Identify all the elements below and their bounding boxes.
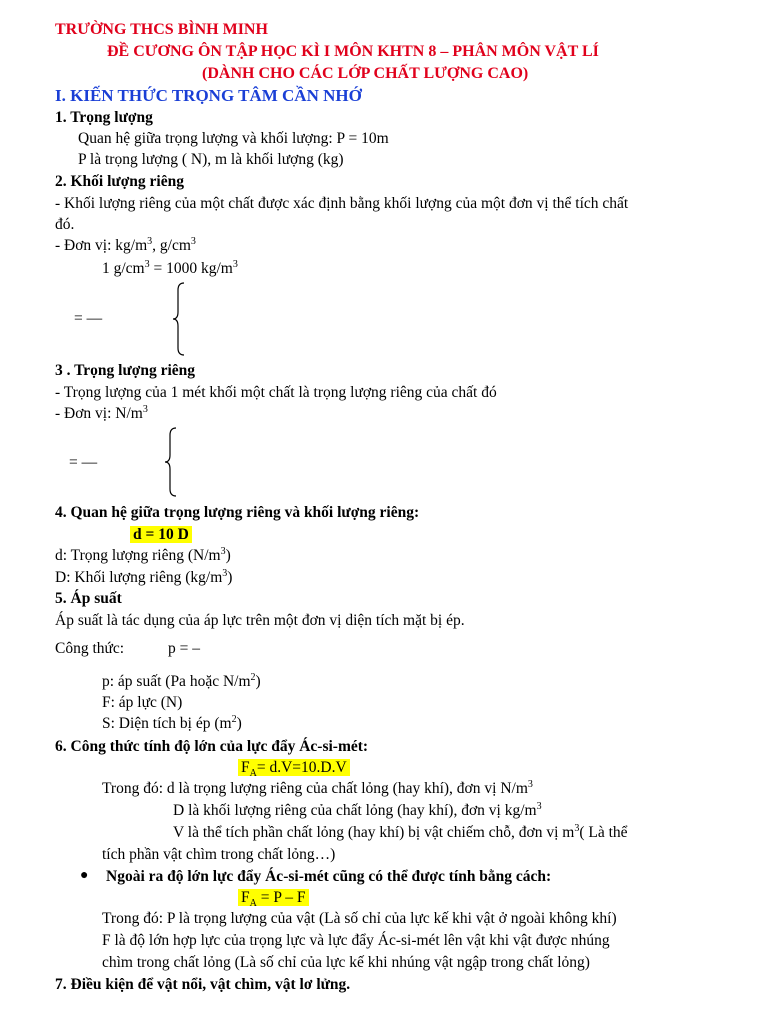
section-6-bullet-heading: Ngoài ra độ lớn lực đẩy Ác-si-mét cũng có thể được tính bằng cách:	[106, 868, 552, 885]
section-4-formula	[130, 525, 192, 545]
D-close: )	[227, 569, 233, 586]
section-2-formula: = —	[74, 310, 103, 327]
V-sup: 3	[574, 822, 580, 834]
section-5-S-line	[102, 714, 242, 734]
unit-sup: 3	[142, 403, 148, 415]
unit-text: - Đơn vị: N/m	[55, 405, 143, 422]
formula-F: F	[241, 889, 250, 906]
section-2-conversion	[102, 259, 238, 279]
S-text: S: Diện tích bị ép (m	[102, 715, 232, 732]
section-6-V-line	[173, 823, 628, 843]
formula-rest: = d.V=10.D.V	[256, 759, 347, 776]
section-6-P-line: Trong đó: P là trọng lượng của vật (Là số chỉ của lực kế khi vật ở ngoài không khí)	[102, 910, 617, 927]
school-name: TRƯỜNG THCS BÌNH MINH	[55, 21, 268, 38]
D-sup: 3	[536, 800, 542, 812]
conv-sup-1: 3	[144, 258, 150, 270]
section-5-line-1: Áp suất là tác dụng của áp lực trên một đơn vị diện tích mặt bị ép.	[55, 612, 465, 629]
section-2-line-1: - Khối lượng riêng của một chất được xác định bằng khối lượng của một đơn vị thể tích chất	[55, 195, 629, 212]
section-3-line-1: - Trọng lượng của 1 mét khối một chất là trọng lượng riêng của chất đó	[55, 384, 497, 401]
unit-sep: , g/cm	[152, 237, 191, 254]
section-6-formula-2	[238, 888, 309, 908]
brace-icon	[164, 427, 178, 497]
D-text: D: Khối lượng riêng (kg/m	[55, 569, 223, 586]
formula-sub: A	[249, 768, 257, 780]
section-2-heading: 2. Khối lượng riêng	[55, 173, 184, 190]
V-text: V là thể tích phần chất lỏng (hay khí) bị vật chiếm chỗ, đơn vị m	[173, 824, 575, 841]
section-4-d-line	[55, 546, 231, 566]
d-text: Trong đó: d là trọng lượng riêng của chất lỏng (hay khí), đơn vị N/m	[102, 780, 528, 797]
S-sup: 2	[231, 713, 237, 725]
d-sup: 3	[220, 545, 226, 557]
section-5-heading: 5. Áp suất	[55, 590, 122, 607]
conv-left: 1 g/cm	[102, 260, 145, 277]
formula-F: F	[241, 759, 250, 776]
p-close: )	[255, 673, 261, 690]
section-6-F-line: F là độ lớn hợp lực của trọng lực và lực đẩy Ác-si-mét lên vật khi vật được nhúng	[102, 932, 610, 949]
D-sup: 3	[222, 567, 228, 579]
formula-sub: A	[249, 898, 257, 910]
d-text: d: Trọng lượng riêng (N/m	[55, 547, 221, 564]
highlight-formula	[238, 759, 350, 780]
section-3-formula: = —	[69, 454, 98, 471]
conv-right: = 1000 kg/m	[149, 260, 233, 277]
p-sup: 2	[250, 671, 256, 683]
document-title: ĐỀ CƯƠNG ÔN TẬP HỌC KÌ I MÔN KHTN 8 – PHÂN MÔN VẬT LÍ	[107, 43, 599, 60]
conv-sup-2: 3	[232, 258, 238, 270]
highlight-formula: d = 10 D	[130, 526, 192, 543]
bullet-icon: ●	[80, 868, 89, 883]
section-6-V-line-2: tích phần vật chìm trong chất lỏng…)	[102, 846, 336, 863]
section-3-heading: 3 . Trọng lượng riêng	[55, 362, 196, 379]
highlight-formula	[238, 889, 309, 910]
unit-text: - Đơn vị: kg/m	[55, 237, 148, 254]
section-2-line-2: đó.	[55, 216, 75, 233]
section-6-F-line-2: chìm trong chất lỏng (Là số chỉ của lực kế khi nhúng vật ngập trong chất lỏng)	[102, 954, 590, 971]
section-5-formula: p = –	[168, 640, 200, 657]
section-1-line-1: Quan hệ giữa trọng lượng và khối lượng: P = 10m	[78, 130, 389, 147]
section-4-heading: 4. Quan hệ giữa trọng lượng riêng và khối lượng riêng:	[55, 504, 420, 521]
section-4-D-line	[55, 568, 232, 588]
section-5-formula-label: Công thức:	[55, 640, 125, 657]
brace-icon	[172, 282, 186, 356]
d-close: )	[225, 547, 231, 564]
unit-sup-2: 3	[190, 235, 196, 247]
section-5-p-line	[102, 672, 261, 692]
unit-sup: 3	[147, 235, 153, 247]
section-3-unit	[55, 404, 148, 424]
p-text: p: áp suất (Pa hoặc N/m	[102, 673, 251, 690]
section-6-d-line	[102, 779, 533, 799]
section-6-D-line	[173, 801, 542, 821]
d-sup: 3	[527, 778, 533, 790]
S-close: )	[236, 715, 242, 732]
formula-rest: = P – F	[256, 889, 306, 906]
D-text: D là khối lượng riêng của chất lỏng (hay khí), đơn vị kg/m	[173, 802, 537, 819]
section-2-unit	[55, 236, 196, 256]
V-tail: ( Là thể	[579, 824, 628, 841]
section-7-heading: 7. Điều kiện để vật nổi, vật chìm, vật lơ lửng.	[55, 976, 351, 993]
section-1-heading: 1. Trọng lượng	[55, 109, 153, 126]
section-5-F-line: F: áp lực (N)	[102, 694, 183, 711]
document-subtitle: (DÀNH CHO CÁC LỚP CHẤT LƯỢNG CAO)	[202, 65, 529, 82]
section-1-line-2: P là trọng lượng ( N), m là khối lượng (kg)	[78, 151, 344, 168]
section-6-formula	[238, 758, 350, 778]
section-6-heading: 6. Công thức tính độ lớn của lực đẩy Ác-si-mét:	[55, 738, 369, 755]
part-heading: I. KIẾN THỨC TRỌNG TÂM CẦN NHỚ	[55, 86, 362, 105]
